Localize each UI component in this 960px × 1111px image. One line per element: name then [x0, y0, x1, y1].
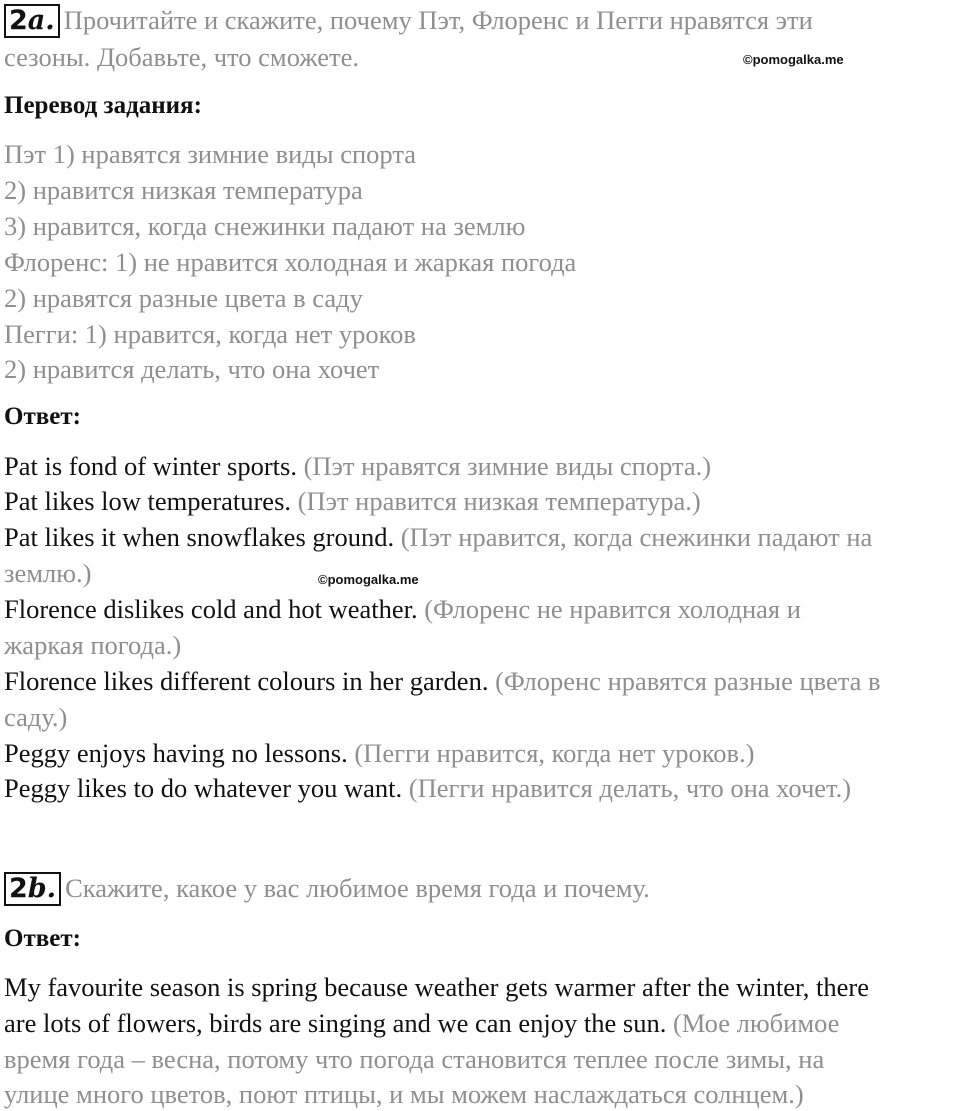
answer-line-cont: землю.) — [4, 558, 92, 588]
answer-line: Peggy likes to do whatever you want. (Пегги нравится делать, что она хочет.) — [4, 773, 852, 803]
task-number-2b: 2b. — [4, 872, 61, 906]
answer-line: Pat is fond of winter sports. (Пэт нравятся зимние виды спорта.) — [4, 451, 712, 481]
task-number-2a: 2a. — [4, 4, 60, 38]
translation-line: 2) нравятся разные цвета в саду — [4, 283, 363, 313]
answer-line: Florence likes different colours in her garden. (Флоренс нравятся разные цвета в — [4, 666, 881, 696]
answer-line: Pat likes it when snowflakes ground. (Пэт нравится, когда снежинки падают на — [4, 522, 873, 552]
translation-line: 2) нравится низкая температура — [4, 175, 363, 205]
translation-line: Пегги: 1) нравится, когда нет уроков — [4, 319, 416, 349]
task-2a-prompt-cont: сезоны. Добавьте, что сможете. — [4, 42, 359, 72]
answer-heading: Ответ: — [4, 403, 81, 430]
answer-b-line: улице много цветов, поют птицы, и мы можем наслаждаться солнцем.) — [4, 1079, 804, 1109]
translation-line: 3) нравится, когда снежинки падают на землю — [4, 211, 526, 241]
task-2b-prompt: 2b. Скажите, какое у вас любимое время года и почему. — [4, 871, 650, 906]
answer-line: Peggy enjoys having no lessons. (Пегги нравится, когда нет уроков.) — [4, 738, 755, 768]
task-2a-prompt: 2a. Прочитайте и скажите, почему Пэт, Флоренс и Пегги нравятся эти — [4, 3, 813, 38]
translation-line: 2) нравится делать, что она хочет — [4, 354, 380, 384]
answer-line-cont: жаркая погода.) — [4, 630, 182, 660]
translation-line: Флоренс: 1) не нравится холодная и жаркая погода — [4, 247, 577, 277]
watermark: ©pomogalka.me — [743, 52, 844, 67]
answer-b-line: время года – весна, потому что погода становится теплее после зимы, на — [4, 1044, 825, 1074]
answer-line: Pat likes low temperatures. (Пэт нравится низкая температура.) — [4, 486, 701, 516]
answer-b-line: are lots of flowers, birds are singing and we can enjoy the sun. (Мое любимое — [4, 1008, 840, 1038]
watermark: ©pomogalka.me — [318, 572, 419, 587]
answer-b-line: My favourite season is spring because weather gets warmer after the winter, there — [4, 972, 870, 1002]
answer-heading: Ответ: — [4, 925, 81, 952]
answer-line-cont: саду.) — [4, 702, 68, 732]
translation-heading: Перевод задания: — [4, 92, 202, 119]
translation-line: Пэт 1) нравятся зимние виды спорта — [4, 139, 416, 169]
answer-line: Florence dislikes cold and hot weather. (Флоренс не нравится холодная и — [4, 594, 801, 624]
